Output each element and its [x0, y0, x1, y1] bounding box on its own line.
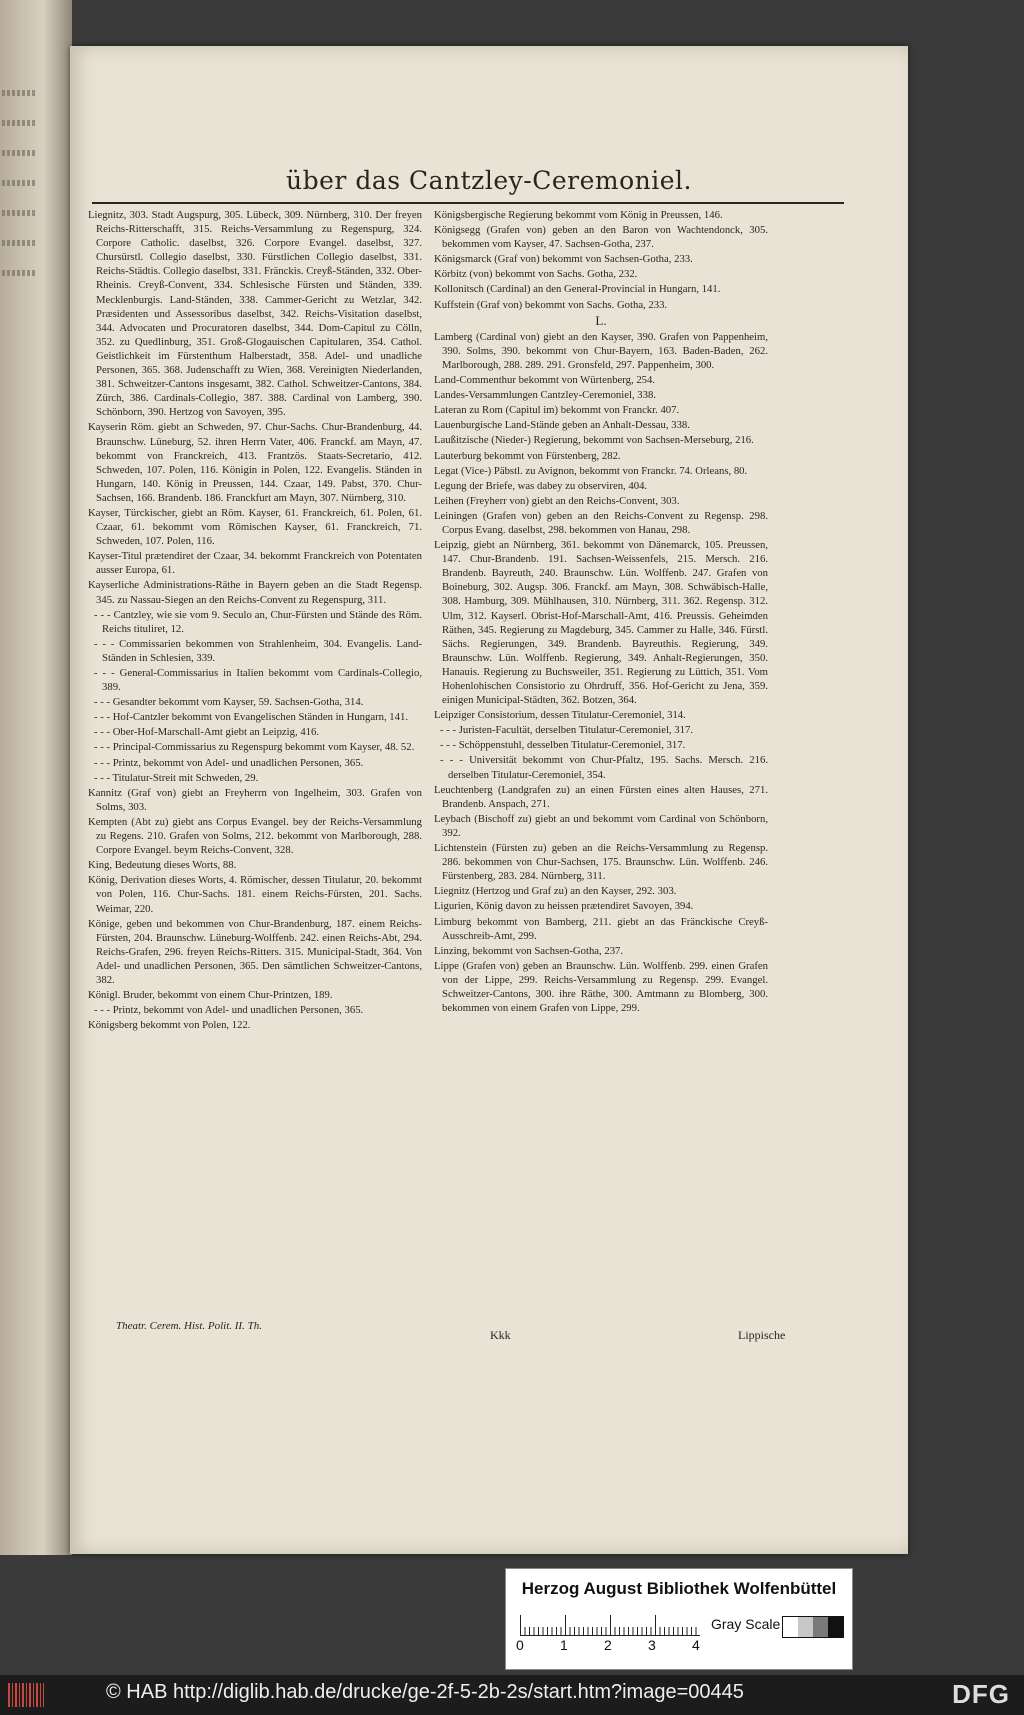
index-entry: Kayser-Titul prætendiret der Czaar, 34. bekommt Franckreich von Potentaten ausser Europa, 61. [88, 550, 422, 577]
index-entry: Linzing, bekommt von Sachsen-Gotha, 237. [434, 944, 624, 957]
index-entry: Kuffstein (Graf von) bekommt von Sachs. Gotha, 233. [434, 298, 668, 311]
gray-scale-label: Gray Scale [711, 1616, 781, 1632]
calibration-card [505, 1568, 853, 1670]
index-entry: Limburg bekommt von Bamberg, 211. giebt an das Fränckische Creyß-Ausschreib-Amt, 299. [434, 915, 768, 942]
ruler-number: 2 [604, 1637, 612, 1653]
index-entry: - - - Juristen-Facultät, derselben Titulatur-Ceremoniel, 317. [440, 724, 693, 737]
index-entry: Königsbergische Regierung bekommt vom König in Preussen, 146. [434, 209, 723, 221]
previous-page-edge [0, 0, 72, 1555]
scanned-page [70, 46, 908, 1554]
index-entry: - - - Hof-Cantzler bekommt von Evangelischen Ständen in Hungarn, 141. [94, 711, 409, 724]
right-column [434, 208, 768, 1016]
index-entry: Lamberg (Cardinal von) giebt an den Kayser, 390. Grafen von Pappenheim, 390. Solms, 390. bekommt von Chur-Bayern, 163. Baden-Baden, 262. Marlborough, 288. 289. 291. Gronsfeld, 297. Pappenheim, 300. [434, 330, 768, 371]
index-entry: - - - Printz, bekommt von Adel- und unadlichen Personen, 365. [94, 1004, 364, 1017]
index-entry: Legat (Vice-) Päbstl. zu Avignon, bekommt von Franckr. 74. Orleans, 80. [434, 464, 748, 477]
index-entry: Königl. Bruder, bekommt von einem Chur-Printzen, 189. [88, 989, 333, 1002]
index-entry: Land-Commenthur bekommt von Würtenberg, 254. [434, 374, 656, 387]
signature-mark: Kkk [490, 1328, 511, 1342]
index-entry: Leipzig, giebt an Nürnberg, 361. bekommt von Dänemarck, 105. Preussen, 147. Chur-Brandenb. 191. Sachsen-Weissenfels, 215. Mersch. 216. Brandenb. Bayreuth, 240. Braunschw. Lün. Wolffenb. 247. Grafen von Boineburg, 302. Augsp. 306. Franckf. am Mayn, 308. Schwäbisch-Halle, 308. Hamburg, 309. Mühlhausen, 310. Nürnberg, 311. 362. Regensp. 312. Ulm, 312. Kayserl. Obrist-Hof-Marschall-Amt, 416. Preussis. Geheimden Räthen, 345. Regierung zu Magdeburg, 345. Cammer zu Halle, 346. Fürstl. Sächs. Regierungen, 349. Brandenb. Bayreuthis. Regierung, 349. Braunschw. Lün. Wolffenb. Regierung, 349. Anhalt-Regierungen, 350. Hanauis. Regierung zu Buchsweiler, 351. Regierung zu Lüttich, 351. Vom Hohenlohischen Consistorio zu Ohrdruff, 356. Hof-Gericht zu Jena, 359. einigen Municipal-Städten, 362. Botzen, 364. [434, 539, 768, 707]
index-entry: - - - Printz, bekommt von Adel- und unadlichen Personen, 365. [94, 756, 364, 769]
ruler-number: 1 [560, 1637, 568, 1653]
ruler-number: 4 [692, 1637, 700, 1653]
header-rule [92, 202, 844, 204]
index-entry: - - - Gesandter bekommt vom Kayser, 59. Sachsen-Gotha, 314. [94, 696, 364, 709]
index-entry: Lauterburg bekommt von Fürstenberg, 282. [434, 449, 621, 462]
index-entry: Leipziger Consistorium, dessen Titulatur-Ceremoniel, 314. [434, 709, 686, 722]
index-entry: Leuchtenberg (Landgrafen zu) an einen Fürsten eines alten Hauses, 271. Brandenb. Anspach, 271. [434, 783, 768, 810]
section-letter: L. [595, 312, 607, 328]
index-entry: Liegnitz (Hertzog und Graf zu) an den Kayser, 292. 303. [434, 885, 677, 898]
index-entry: Kempten (Abt zu) giebt ans Corpus Evangel. bey der Reichs-Versammlung zu Regens. 210. Grafen von Solms, 212. bekommt von Marlborough, 288. Corpore Evangel. beym Reichs-Convent, 328. [88, 815, 422, 857]
index-entry: Leiningen (Grafen von) geben an den Reichs-Convent zu Regensp. 298. Corpus Evang. daselbst, 298. bekommen von Hanau, 298. [434, 509, 768, 536]
index-entry: Kollonitsch (Cardinal) an den General-Provincial in Hungarn, 141. [434, 283, 721, 296]
index-entry: - - - Titulatur-Streit mit Schweden, 29. [94, 771, 259, 784]
ruler-numbers [516, 1637, 716, 1655]
index-entry: Kannitz (Graf von) giebt an Freyherrn von Ingelheim, 303. Grafen von Solms, 303. [88, 786, 422, 813]
ruler-number: 3 [648, 1637, 656, 1653]
index-entry: Legung der Briefe, was dabey zu observiren, 404. [434, 479, 648, 492]
index-entry: König, Derivation dieses Worts, 4. Römischer, dessen Titulatur, 20. bekommt von Polen, 116. Chur-Sachs. 181. einem Reichs-Fürsten, 201. Sachs. Weimar, 220. [88, 874, 422, 915]
index-entry: Leihen (Freyherr von) giebt an den Reichs-Convent, 303. [434, 494, 680, 507]
index-entry: - - - Schöppenstuhl, desselben Titulatur-Ceremoniel, 317. [440, 739, 686, 752]
index-entry: Körbitz (von) bekommt von Sachs. Gotha, 232. [434, 268, 638, 281]
catchword: Lippische [738, 1328, 786, 1342]
index-entry: Landes-Versammlungen Cantzley-Ceremoniel, 338. [434, 389, 656, 402]
index-entry: Kayser, Türckischer, giebt an Röm. Kayser, 61. Franckreich, 61. Polen, 61. Czaar, 61. bekommt vom Römischen Kayser, 61. Franckreich, 71. Schweden, 107. Polen, 116. [88, 506, 422, 548]
index-entry: Kayserliche Administrations-Räthe in Bayern geben an die Stadt Regensp. 345. zu Nassau-Siegen an den Reichs-Convent zu Regenspurg, 311. [88, 579, 422, 606]
dfg-logo: DFG [952, 1679, 1010, 1709]
index-entry: Laußitzische (Nieder-) Regierung, bekommt von Sachsen-Merseburg, 216. [434, 434, 754, 447]
index-entry: Liegnitz, 303. Stadt Augspurg, 305. Lübeck, 309. Nürnberg, 310. Der freyen Reichs-Ritterschafft, 315. Reichs-Versammlung zu Regenspurg, 324. Corpore Catholic. daselbst, 326. Corpore Evangel. daselbst, 327. Chursürstl. Collegio daselbst, 330. Fürstlichen Collegio daselbst, 331. Reichs-Städtis. Collegio daselbst, 331. Fränckis. Creyß-Ständen, 332. Ober-Rheinis. Creyß-Convent, 334. Schlesische Fürsten und Ständen, 339. Mecklenburgis. Land-Ständen, 338. Cammer-Gericht zu Wetzlar, 342. Præsidenten und Assessoribus daselbst, 342. Reichs-Visitation daselbst, 344. Advocaten und Procuratoren daselbst, 344. Dom-Capitul zu Cölln, 352. zu Quedlinburg, 351. Groß-Glogauischen Capitularen, 354. Cathol. Geistlichkeit im Fürstenthum Halberstadt, 358. Adel- und unadliche Personen, 365. 368. Judenschafft zu Wien, 368. Vereinigten Niederlanden, 381. Schweitzer-Cantons insgesamt, 382. Cathol. Schweitzer-Cantons, 384. Zürch, 386. Cardinals-Collegio, 387. 388. Cardinal von Lamberg, 390. Schönborn, 390. Hertzog von Savoyen, 395. [88, 209, 422, 419]
left-column [88, 208, 422, 1033]
index-entry: King, Bedeutung dieses Worts, 88. [88, 859, 237, 872]
viewer-bottom-bar [0, 1675, 1024, 1715]
index-entry: Ligurien, König davon zu heissen prætendiret Savoyen, 394. [434, 900, 694, 913]
index-entry: Lichtenstein (Fürsten zu) geben an die Reichs-Versammlung zu Regensp. 286. bekommen von Chur-Sachsen, 175. Braunschw. Lün. Wolffenb. 246. Fürstenberg, 283. 284. Nürnberg, 311. [434, 842, 768, 883]
index-entry: Königsberg bekommt von Polen, 122. [88, 1019, 251, 1032]
index-entry: - - - Universität bekommt von Chur-Pfaltz, 195. Sachs. Mersch. 216. derselben Titulatur-Ceremoniel, 354. [440, 754, 768, 781]
index-entry: Lauenburgische Land-Stände geben an Anhalt-Dessau, 338. [434, 419, 690, 432]
index-entry: Leybach (Bischoff zu) giebt an und bekommt vom Cardinal von Schönborn, 392. [434, 812, 768, 839]
index-entry: - - - Principal-Commissarius zu Regenspurg bekommt vom Kayser, 48. 52. [94, 741, 415, 754]
ruler-scale [520, 1613, 700, 1636]
index-entry: - - - General-Commissarius in Italien bekommt vom Cardinals-Collegio, 389. [94, 667, 422, 694]
index-entry: Kayserin Röm. giebt an Schweden, 97. Chur-Sachs. Chur-Brandenburg, 44. Braunschw. Lüneburg, 52. ihren Herrn Vater, 406. Franckf. am Mayn, 47. bekommt von Franckreich, 413. Frantzös. Staats-Secretario, 412. Schweden, 107. Polen, 116. Königin in Polen, 122. Evangelis. Ständen in Hungarn, 140. König in Preussen, 144. Czaar, 149. Pabst, 370. Chur-Sachsen, 166. Brandenb. 186. Franckfurt am Mayn, 307. Nürnberg, 310. [88, 421, 422, 504]
index-entry: - - - Cantzley, wie sie vom 9. Seculo an, Chur-Fürsten und Stände des Röm. Reichs tituliret, 12. [94, 608, 422, 635]
index-entry: Könige, geben und bekommen von Chur-Brandenburg, 187. einem Reichs-Fürsten, 204. Braunschw. Lüneburg-Wolffenb. 242. einen Reichs-Abt, 294. Reichs-Grafen, 296. freyen Reichs-Ritters. 315. Municipal-Stadt, 364. Von Adel- und unadlichen Personen, 365. Den sämtlichen Schweitzer-Cantons, 382. [88, 917, 422, 986]
page-header: über das Cantzley-Ceremoniel. [286, 166, 692, 195]
index-entry: Königsegg (Grafen von) geben an den Baron von Wachtendonck, 305. bekommen vom Kayser, 47. Sachsen-Gotha, 237. [434, 224, 768, 251]
source-url[interactable]: © HAB http://diglib.hab.de/drucke/ge-2f-5-2b-2s/start.htm?image=00445 [106, 1681, 744, 1703]
ruler-number: 0 [516, 1637, 524, 1653]
index-entry: - - - Commissarien bekommen von Strahlenheim, 304. Evangelis. Land-Ständen in Schlesien, 339. [94, 637, 422, 664]
index-entry: Lippe (Grafen von) geben an Braunschw. Lün. Wolffenb. 299. einen Grafen von der Lippe, 299. Reichs-Versammlung zu Regensp. 299. Evangel. Schweitzer-Cantons, 300. ihre Räthe, 300. Amtmann zu Blomberg, 300. bekommen von einem Grafen von Lippe, 299. [434, 959, 768, 1015]
gray-scale-swatch [782, 1616, 844, 1638]
index-entry: - - - Ober-Hof-Marschall-Amt giebt an Leipzig, 416. [94, 726, 320, 739]
barcode-icon [8, 1683, 44, 1707]
library-name: Herzog August Bibliothek Wolfenbüttel [521, 1579, 837, 1598]
footer-source: Theatr. Cerem. Hist. Polit. II. Th. [116, 1320, 262, 1332]
index-entry: Königsmarck (Graf von) bekommt von Sachsen-Gotha, 233. [434, 253, 693, 266]
index-entry: Lateran zu Rom (Capitul im) bekommt von Franckr. 407. [434, 404, 680, 417]
